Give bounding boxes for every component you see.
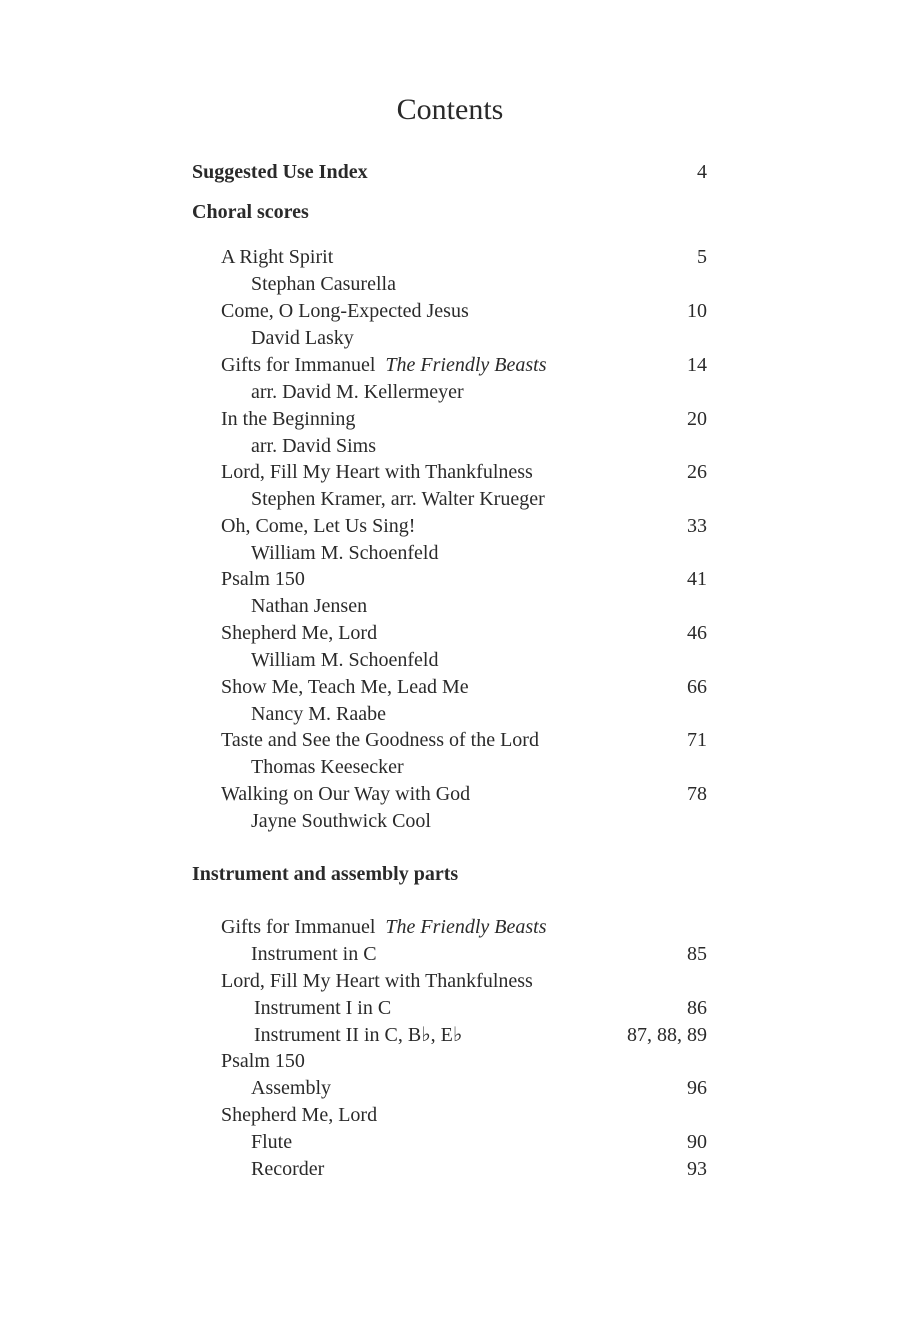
instrument-parts-heading: Instrument and assembly parts — [192, 863, 459, 885]
choral-item-page: 78 — [687, 783, 707, 805]
instrument-part-page: 85 — [687, 943, 707, 965]
choral-scores-heading: Choral scores — [192, 201, 309, 223]
instrument-group-subtitle: The Friendly Beasts — [385, 916, 547, 938]
choral-item-title: Gifts for Immanuel — [221, 354, 376, 376]
choral-item-title[interactable]: Shepherd Me, Lord — [221, 622, 378, 644]
choral-item-title[interactable]: A Right Spirit — [221, 246, 334, 268]
instrument-part-label[interactable]: Assembly — [251, 1077, 331, 1099]
choral-item-credit: arr. David Sims — [251, 435, 376, 457]
instrument-part-label[interactable]: Flute — [251, 1131, 293, 1153]
choral-item-credit: Thomas Keesecker — [251, 756, 404, 778]
choral-item-title[interactable]: Psalm 150 — [221, 568, 305, 590]
choral-item-page: 71 — [687, 729, 707, 751]
instrument-group-title-row — [221, 915, 547, 939]
choral-item-title[interactable]: Taste and See the Goodness of the Lord — [221, 729, 539, 751]
instrument-part-page: 93 — [687, 1158, 707, 1180]
choral-item-credit: David Lasky — [251, 327, 354, 349]
choral-item-credit: Stephan Casurella — [251, 273, 396, 295]
suggested-use-heading[interactable]: Suggested Use Index — [192, 161, 368, 183]
instrument-part-page: 87, 88, 89 — [627, 1024, 707, 1046]
choral-item-page: 10 — [687, 300, 707, 322]
choral-item-page: 5 — [697, 246, 707, 268]
instrument-part-page: 96 — [687, 1077, 707, 1099]
choral-item-credit: William M. Schoenfeld — [251, 649, 439, 671]
instrument-group-title: Psalm 150 — [221, 1050, 305, 1072]
choral-item-title[interactable]: Show Me, Teach Me, Lead Me — [221, 676, 469, 698]
choral-item-credit: William M. Schoenfeld — [251, 542, 439, 564]
instrument-part-page: 86 — [687, 997, 707, 1019]
choral-item-page: 20 — [687, 408, 707, 430]
choral-item-page: 41 — [687, 568, 707, 590]
choral-item-credit: Nathan Jensen — [251, 595, 368, 617]
instrument-part-page: 90 — [687, 1131, 707, 1153]
instrument-part-label[interactable]: Recorder — [251, 1158, 325, 1180]
choral-item-page: 66 — [687, 676, 707, 698]
suggested-use-page: 4 — [697, 161, 707, 183]
instrument-part-label[interactable]: Instrument in C — [251, 943, 377, 965]
choral-item-title[interactable]: Lord, Fill My Heart with Thankfulness — [221, 461, 533, 483]
choral-item-title[interactable]: Walking on Our Way with God — [221, 783, 471, 805]
instrument-group-title: Lord, Fill My Heart with Thankfulness — [221, 970, 533, 992]
instrument-part-label[interactable]: Instrument I in C — [254, 997, 392, 1019]
instrument-group-title: Gifts for Immanuel — [221, 916, 376, 938]
choral-item-title[interactable]: Come, O Long-Expected Jesus — [221, 300, 469, 322]
choral-item-credit: Jayne Southwick Cool — [251, 810, 431, 832]
choral-item-credit: Nancy M. Raabe — [251, 703, 386, 725]
choral-item-page: 33 — [687, 515, 707, 537]
page-title: Contents — [396, 93, 504, 126]
choral-item-title[interactable]: Oh, Come, Let Us Sing! — [221, 515, 416, 537]
choral-item-page: 46 — [687, 622, 707, 644]
choral-item-page: 14 — [687, 354, 707, 376]
choral-item-title-row[interactable] — [221, 353, 547, 377]
choral-item-page: 26 — [687, 461, 707, 483]
instrument-group-title: Shepherd Me, Lord — [221, 1104, 378, 1126]
instrument-part-label[interactable]: Instrument II in C, B♭, E♭ — [254, 1024, 463, 1046]
choral-item-credit: arr. David M. Kellermeyer — [251, 381, 464, 403]
choral-item-credit: Stephen Kramer, arr. Walter Krueger — [251, 488, 545, 510]
choral-item-subtitle: The Friendly Beasts — [385, 354, 547, 376]
choral-item-title[interactable]: In the Beginning — [221, 408, 356, 430]
